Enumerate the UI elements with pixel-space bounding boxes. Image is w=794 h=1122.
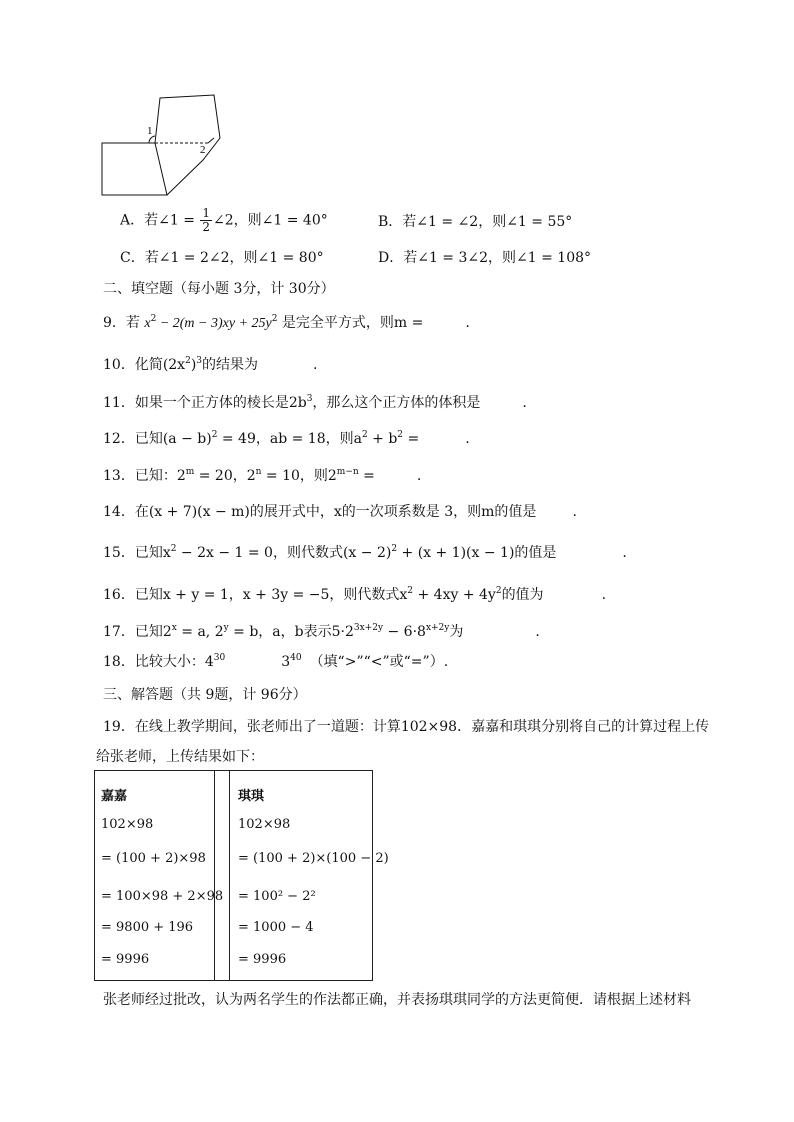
jiajia-step: 102×98 (101, 817, 154, 832)
table-divider-left (214, 771, 215, 980)
student-name-qiqi: 琪琪 (238, 789, 265, 804)
option-a: A．若∠1 = $\frac{1}{2}$ ∠2，则∠1 = 40° (120, 206, 328, 234)
question-10: 10．化简$(2x^2)^3$的结果为 . (103, 356, 318, 373)
student-name-jiajia: 嘉嘉 (101, 789, 128, 804)
jiajia-step: = 100×98 + 2×98 (101, 889, 224, 904)
angle-1-label: 1 (147, 125, 153, 137)
qiqi-step: = 100² − 2² (238, 889, 316, 904)
question-14: 14．在(x + 7)(x − m)的展开式中，x的一次项系数是 3，则m的值是 . (103, 504, 577, 520)
section2-title: 二、填空题（每小题 3分，计 30分） (103, 281, 335, 297)
question-12: 12．已知$(a - b)^2 = 49$，ab = 18，则$a^2 + b^2$ = . (103, 430, 470, 447)
jiajia-step: = (100 + 2)×98 (101, 851, 206, 866)
question-11: 11．如果一个正方体的棱长是$2b^3$，那么这个正方体的体积是 . (103, 394, 527, 411)
option-c: C．若∠1 = 2∠2，则∠1 = 80° (120, 250, 324, 266)
angle-2-arc (208, 138, 214, 143)
angle-2-label: 2 (200, 144, 206, 156)
jiajia-step: = 9800 + 196 (101, 920, 194, 935)
qiqi-step: = 1000 − 4 (238, 920, 314, 935)
section3-title: 三、解答题（共 9题，计 96分） (103, 687, 307, 703)
q19-line1: 19．在线上教学期间，张老师出了一道题：计算102×98．嘉嘉和琪琪分别将自己的计算过程上传 (103, 719, 710, 735)
angle-1-arc (149, 136, 155, 143)
option-b: B．若∠1 = ∠2，则∠1 = 55° (378, 214, 573, 230)
fraction-one-half: $\frac{1}{2}$ (202, 206, 211, 234)
question-17: 17．已知$2^x = a$, $2^y = b$，a，b表示$5\cdot 2^{3x+2y} - 6\cdot 8^{x+2y}$为 . (103, 623, 540, 640)
folded-paper-figure (95, 90, 235, 200)
qiqi-step: 102×98 (238, 817, 291, 832)
question-15: 15．已知$x^2 - 2x - 1 = 0$，则代数式$(x - 2)^2 + (x + 1)(x - 1)$的值是 . (103, 544, 627, 561)
question-13: 13．已知：$2^m = 20$，$2^n = 10$，则$2^{m-n}$ = . (103, 467, 422, 484)
question-16: 16．已知x + y = 1，x + 3y = −5，则代数式$x^2 + 4xy + 4y^2$的值为 . (103, 586, 607, 603)
qiqi-step: = (100 + 2)×(100 − 2) (238, 851, 389, 866)
question-9: 9．若 $x^2 - 2(m - 3)xy + 25y^2$ 是完全平方式，则m = . (103, 314, 470, 331)
option-d: D．若∠1 = 3∠2，则∠1 = 108° (378, 250, 592, 266)
question-18: 18．比较大小：$4^{30}$ $3^{40}$ （填“>”“<”或“=”）. (103, 653, 449, 670)
solution-table (94, 770, 389, 981)
q19-after-text: 张老师经过批改，认为两名学生的作法都正确，并表扬琪琪同学的方法更简便．请根据上述材料 (103, 992, 691, 1008)
q19-line2: 给张老师，上传结果如下： (96, 749, 264, 765)
jiajia-step: = 9996 (101, 952, 150, 967)
table-divider-right (229, 771, 230, 980)
folded-part (155, 95, 220, 195)
qiqi-step: = 9996 (238, 952, 287, 967)
